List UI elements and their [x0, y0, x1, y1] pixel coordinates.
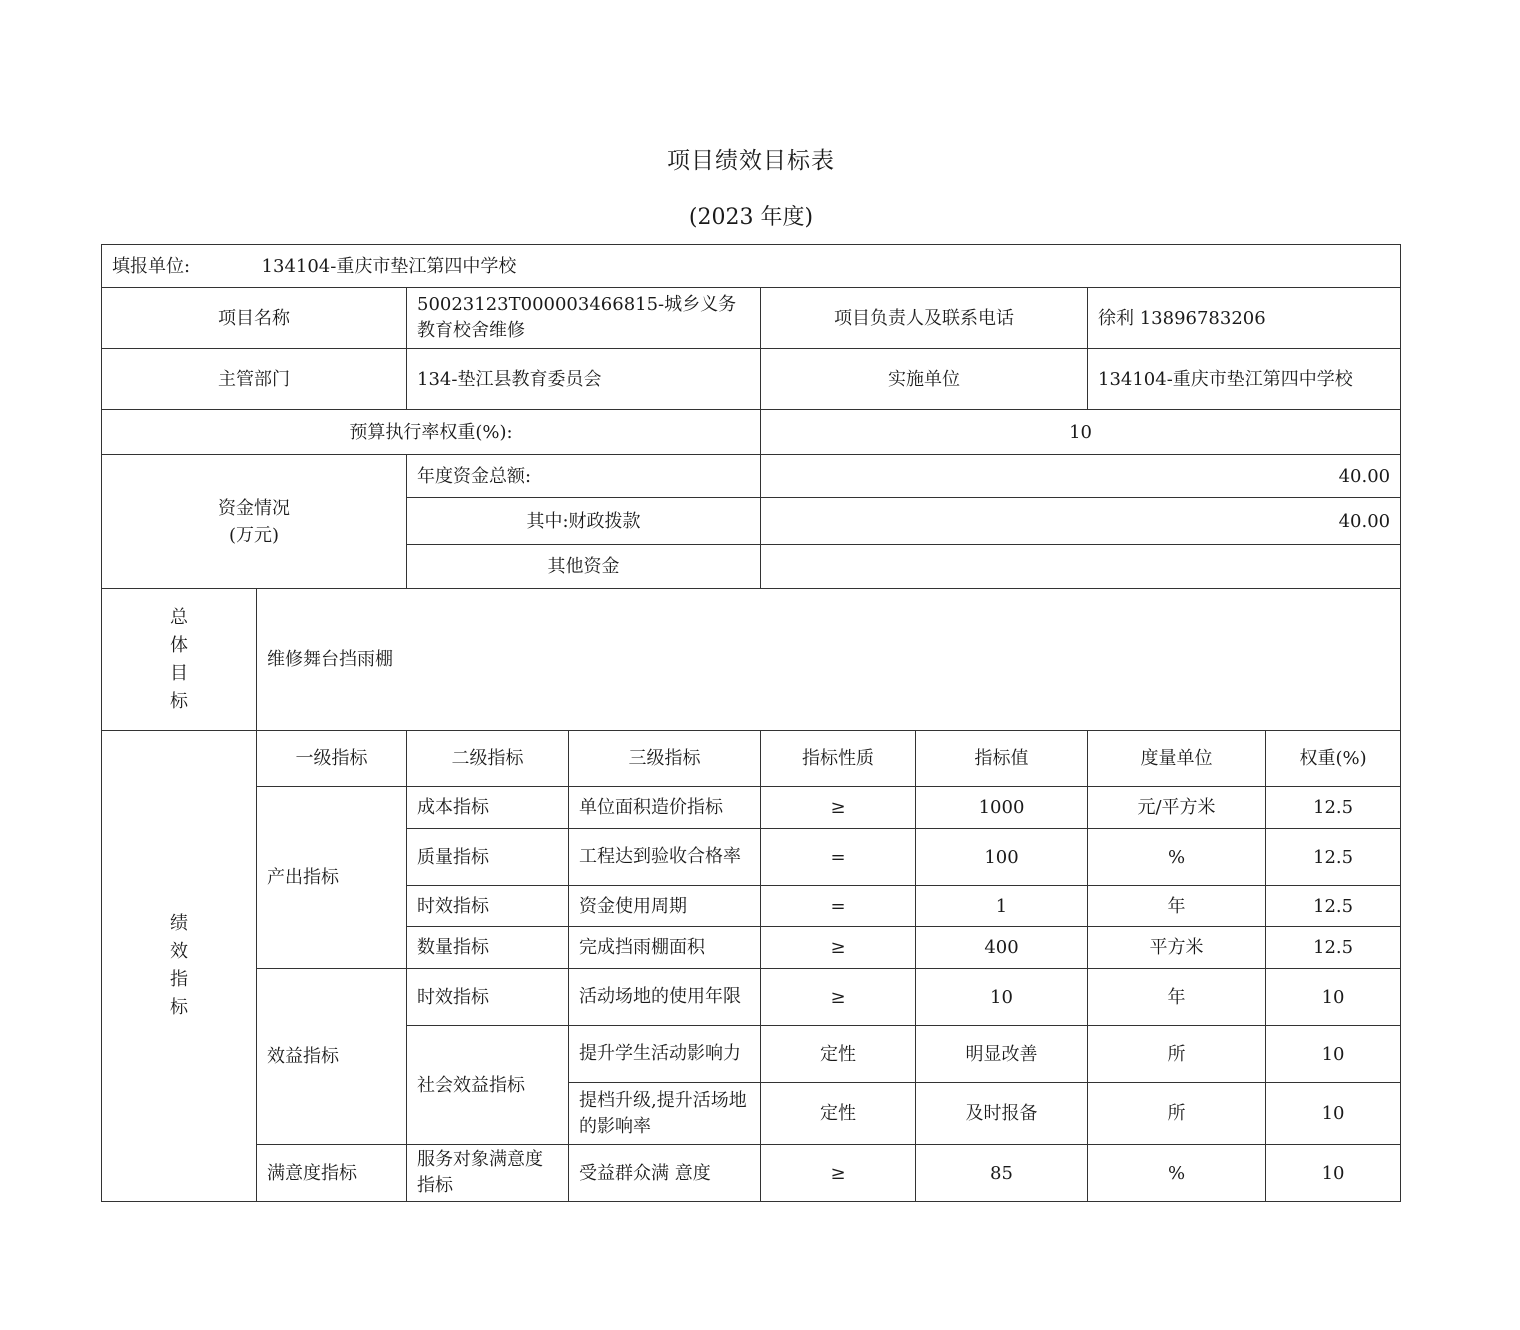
- col-header-level2: 二级指标: [407, 731, 569, 787]
- overall-goal-char: 目: [170, 662, 188, 684]
- level3-cell: 受益群众满 意度: [569, 1145, 761, 1202]
- unit-cell: 所: [1088, 1083, 1266, 1145]
- impl-unit-value: 134104-重庆市垫江第四中学校: [1088, 349, 1401, 410]
- group-benefit: 效益指标: [257, 969, 407, 1145]
- weight-cell: 10: [1266, 1083, 1401, 1145]
- value-cell: 1000: [916, 787, 1088, 829]
- project-name-label: 项目名称: [102, 288, 407, 349]
- indicator-label-char: 指: [170, 969, 188, 990]
- value-cell: 10: [916, 969, 1088, 1026]
- unit-cell: 年: [1088, 969, 1266, 1026]
- weight-cell: 10: [1266, 1026, 1401, 1083]
- col-header-weight: 权重(%): [1266, 731, 1401, 787]
- level3-cell: 活动场地的使用年限: [569, 969, 761, 1026]
- impl-unit-label: 实施单位: [761, 349, 1088, 410]
- nature-cell: 定性: [761, 1026, 916, 1083]
- weight-cell: 10: [1266, 1145, 1401, 1202]
- nature-cell: 定性: [761, 1083, 916, 1145]
- unit-cell: 年: [1088, 886, 1266, 927]
- level2-cell: 社会效益指标: [407, 1026, 569, 1145]
- unit-cell: 元/平方米: [1088, 787, 1266, 829]
- table-row: [102, 1145, 1401, 1202]
- project-leader-label: 项目负责人及联系电话: [761, 288, 1088, 349]
- nature-cell: ≥: [761, 969, 916, 1026]
- weight-cell: 12.5: [1266, 886, 1401, 927]
- value-cell: 85: [916, 1145, 1088, 1202]
- value-cell: 及时报备: [916, 1083, 1088, 1145]
- table-row: [102, 787, 1401, 829]
- page-title: 项目绩效目标表: [667, 148, 835, 174]
- value-cell: 400: [916, 927, 1088, 969]
- dept-value: 134-垫江县教育委员会: [407, 349, 761, 410]
- level2-cell: 数量指标: [407, 927, 569, 969]
- level3-cell: 资金使用周期: [569, 886, 761, 927]
- reporting-unit-value: 134104-重庆市垫江第四中学校: [261, 255, 517, 277]
- level3-cell: 提升学生活动影响力: [569, 1026, 761, 1083]
- overall-goal-char: 体: [170, 634, 188, 656]
- value-cell: 明显改善: [916, 1026, 1088, 1083]
- value-cell: 1: [916, 886, 1088, 927]
- weight-cell: 12.5: [1266, 787, 1401, 829]
- col-header-nature: 指标性质: [761, 731, 916, 787]
- unit-cell: 平方米: [1088, 927, 1266, 969]
- funds-fiscal-value: 40.00: [761, 498, 1401, 545]
- reporting-unit-cell: [102, 245, 1401, 288]
- unit-cell: %: [1088, 829, 1266, 886]
- funds-label: [102, 455, 407, 589]
- funds-label-line1: 资金情况: [218, 497, 290, 519]
- dept-label: 主管部门: [102, 349, 407, 410]
- level2-cell: 成本指标: [407, 787, 569, 829]
- level3-cell: 完成挡雨棚面积: [569, 927, 761, 969]
- level3-cell: 提档升级,提升活场地的影响率: [569, 1083, 761, 1145]
- funds-other-label: 其他资金: [407, 545, 761, 589]
- indicator-label-char: 绩: [170, 913, 188, 934]
- performance-indicators-label: [102, 731, 257, 1202]
- col-header-level3: 三级指标: [569, 731, 761, 787]
- level2-cell: 质量指标: [407, 829, 569, 886]
- project-leader-value: 徐利 13896783206: [1088, 288, 1401, 349]
- col-header-unit: 度量单位: [1088, 731, 1266, 787]
- nature-cell: ≥: [761, 1145, 916, 1202]
- unit-cell: 所: [1088, 1026, 1266, 1083]
- group-output: 产出指标: [257, 787, 407, 969]
- weight-cell: 12.5: [1266, 927, 1401, 969]
- budget-rate-label: 预算执行率权重(%):: [102, 410, 761, 455]
- level3-cell: 工程达到验收合格率: [569, 829, 761, 886]
- budget-rate-value: 10: [761, 410, 1401, 455]
- level2-cell: 时效指标: [407, 886, 569, 927]
- funds-label-line2: (万元): [228, 524, 280, 546]
- level3-cell: 单位面积造价指标: [569, 787, 761, 829]
- funds-fiscal-label: 其中:财政拨款: [407, 498, 761, 545]
- overall-goal-char: 标: [170, 690, 188, 712]
- overall-goal-char: 总: [170, 606, 188, 628]
- funds-total-value: 40.00: [761, 455, 1401, 498]
- project-name-value: 50023123T000003466815-城乡义务教育校舍维修: [407, 288, 761, 349]
- funds-total-label: 年度资金总额:: [407, 455, 761, 498]
- nature-cell: =: [761, 829, 916, 886]
- level2-cell: 时效指标: [407, 969, 569, 1026]
- value-cell: 100: [916, 829, 1088, 886]
- performance-target-table: [101, 244, 1401, 1202]
- weight-cell: 12.5: [1266, 829, 1401, 886]
- unit-cell: %: [1088, 1145, 1266, 1202]
- weight-cell: 10: [1266, 969, 1401, 1026]
- table-row: [102, 969, 1401, 1026]
- indicator-label-char: 效: [170, 941, 188, 962]
- nature-cell: ≥: [761, 787, 916, 829]
- group-satisfaction: 满意度指标: [257, 1145, 407, 1202]
- level2-cell: 服务对象满意度指标: [407, 1145, 569, 1202]
- col-header-level1: 一级指标: [257, 731, 407, 787]
- indicator-label-char: 标: [170, 997, 188, 1018]
- nature-cell: ≥: [761, 927, 916, 969]
- col-header-value: 指标值: [916, 731, 1088, 787]
- reporting-unit-label: 填报单位:: [112, 255, 191, 277]
- nature-cell: =: [761, 886, 916, 927]
- page-subtitle: (2023 年度): [688, 205, 814, 230]
- overall-goal-label: [102, 589, 257, 731]
- funds-other-value: [761, 545, 1401, 589]
- overall-goal-text: 维修舞台挡雨棚: [257, 589, 1401, 731]
